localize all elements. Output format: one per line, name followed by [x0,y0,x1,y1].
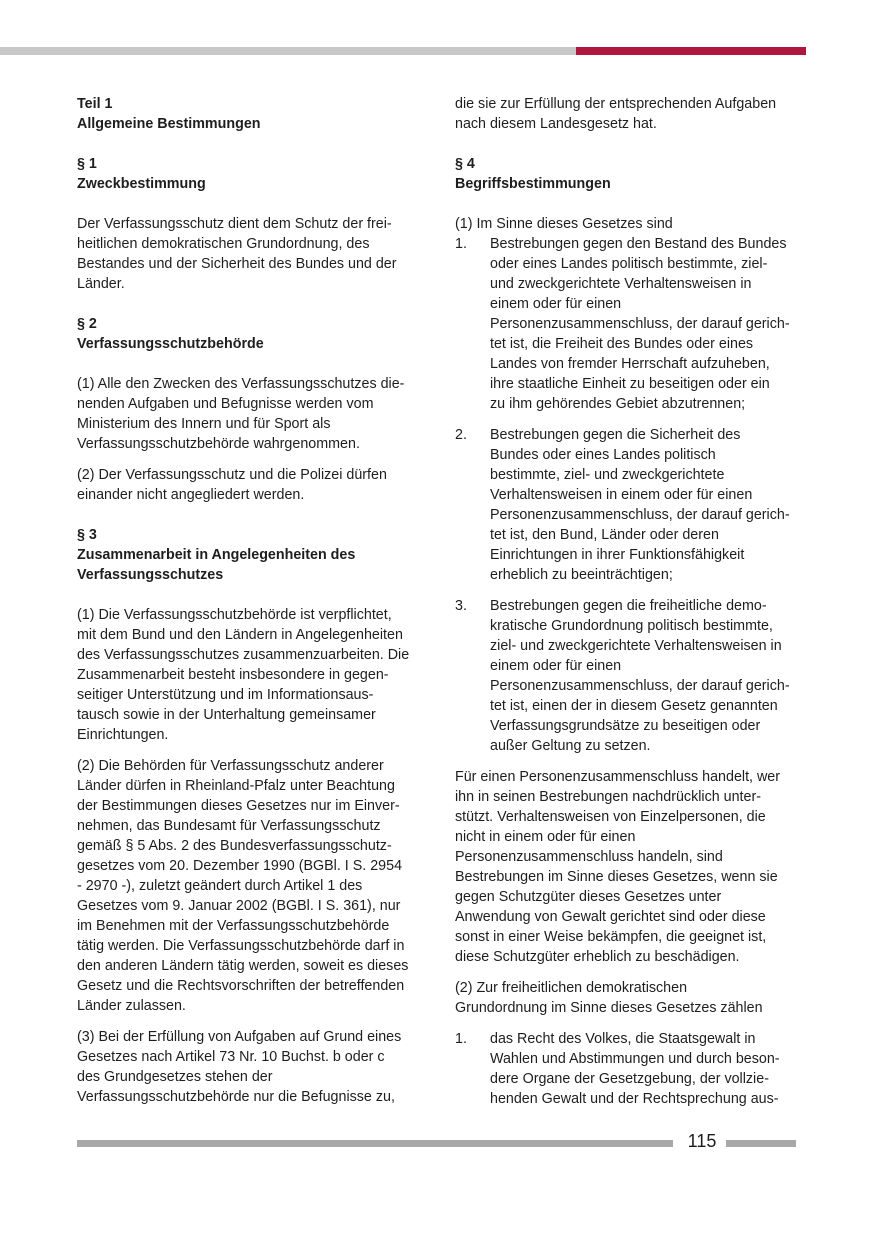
text-line: bestimmte, ziel- und zweckgerichtete [490,467,725,483]
list-item [455,1029,805,1109]
text-line: Personenzusammenschluss handeln, sind [455,849,723,865]
text-line: (2) Zur freiheitlichen demokratischen [455,980,688,996]
text-line: nehmen, das Bundesamt für Verfassungsschutz [77,818,381,834]
text-line: Landes von fremder Herrschaft aufzuheben, [490,356,770,372]
text-line: Zusammenarbeit besteht insbesondere in gegen- [77,667,389,683]
text-line: erheblich zu beeinträchtigen; [490,567,673,583]
text-line: Anwendung von Gewalt gerichtet sind oder diese [455,909,766,925]
text-line: Wahlen und Abstimmungen und durch beson- [490,1051,780,1067]
left-column [77,94,425,1118]
list-number: 1. [455,236,467,252]
text-line: den anderen Ländern tätig werden, soweit es dieses [77,958,409,974]
list-item [455,596,805,756]
text-line: Bundes oder eines Landes politisch [490,447,716,463]
text-line: mit dem Bund und den Ländern in Angelegenheiten [77,627,403,643]
list-number: 3. [455,598,467,614]
section-3-paragraph-2 [77,756,425,1016]
text-line: Grundordnung im Sinne dieses Gesetzes zählen [455,1000,763,1016]
text-line: tet ist, einen der in diesem Gesetz genannten [490,698,778,714]
text-line: - 2970 -), zuletzt geändert durch Artikel 1 des [77,878,363,894]
text-line: (1) Alle den Zwecken des Verfassungsschutzes die- [77,376,405,392]
section-4-title: Begriffsbestimmungen [455,176,611,192]
text-line: Gesetz und die Rechtsvorschriften der betreffenden [77,978,405,994]
text-line: stützt. Verhaltensweisen von Einzelpersonen, die [455,809,766,825]
section-4-paragraph [455,767,805,967]
text-line: nenden Aufgaben und Befugnisse werden vom [77,396,374,412]
text-line: tet ist, die Freiheit des Bundes oder eines [490,336,754,352]
text-line: ihre staatliche Einheit zu beseitigen oder ein [490,376,770,392]
text-line: Bestandes und der Sicherheit des Bundes und der [77,256,397,272]
list-item [455,425,805,585]
text-line: Personenzusammenschluss, der darauf gerich- [490,678,790,694]
text-line: (2) Der Verfassungsschutz und die Polizei dürfen [77,467,387,483]
text-line: zu ihm gehörendes Gebiet abzutrennen; [490,396,746,412]
text-line: Einrichtungen. [77,727,169,743]
section-1-title: Zweckbestimmung [77,176,206,192]
text-line: henden Gewalt und der Rechtsprechung aus- [490,1091,779,1107]
section-2-paragraph-2 [77,465,425,505]
text-line: (1) Die Verfassungsschutzbehörde ist verpflichtet, [77,607,392,623]
text-line: das Recht des Volkes, die Staatsgewalt in [490,1031,756,1047]
section-4-intro: (1) Im Sinne dieses Gesetzes sind [455,216,673,232]
text-line: Verfassungsschutzbehörde nur die Befugnisse zu, [77,1089,395,1105]
text-line: Bestrebungen gegen den Bestand des Bundes [490,236,787,252]
text-line: tet ist, den Bund, Länder oder deren [490,527,719,543]
text-line: kratische Grundordnung politisch bestimmte, [490,618,773,634]
part-label: Teil 1 [77,96,113,112]
text-line: außer Geltung zu setzen. [490,738,651,754]
text-line: Einrichtungen in ihrer Funktionsfähigkeit [490,547,745,563]
section-3-paragraph-3 [77,1027,425,1107]
page-number: 115 [687,1131,717,1151]
text-line: tätig werden. Die Verfassungsschutzbehörde darf in [77,938,405,954]
text-line: seitiger Unterstützung und im Informationsaus- [77,687,374,703]
text-line: Für einen Personenzusammenschluss handelt, wer [455,769,781,785]
list-number: 1. [455,1031,467,1047]
text-line: die sie zur Erfüllung der entsprechenden Aufgaben [455,96,777,112]
section-3-number: § 3 [77,527,97,543]
text-line: im Benehmen mit der Verfassungsschutzbehörde [77,918,390,934]
text-line: Bestrebungen gegen die Sicherheit des [490,427,741,443]
text-line: der Bestimmungen dieses Gesetzes nur im Einver- [77,798,400,814]
section-3-title-line-1: Zusammenarbeit in Angelegenheiten des [77,547,356,563]
text-line: und zweckgerichtete Verhaltensweisen in [490,276,752,292]
text-line: Bestrebungen gegen die freiheitliche demo- [490,598,767,614]
text-line: tausch sowie in der Unterhaltung gemeinsamer [77,707,376,723]
right-column [455,94,805,1109]
text-line: oder eines Landes politisch bestimmte, ziel- [490,256,768,272]
text-line: Personenzusammenschluss, der darauf gerich- [490,507,790,523]
section-2-number: § 2 [77,316,97,332]
text-line: ziel- und zweckgerichtete Verhaltensweisen in [490,638,782,654]
header-rule-accent [576,47,806,55]
text-line: gesetzes vom 20. Dezember 1990 (BGBl. I S. 2954 [77,858,403,874]
text-line: einem oder für einen [490,296,622,312]
text-line: (2) Die Behörden für Verfassungsschutz anderer [77,758,384,774]
section-4-number: § 4 [455,156,475,172]
text-line: diese Schutzgüter erheblich zu beschädigen. [455,949,740,965]
text-line: gemäß § 5 Abs. 2 des Bundesverfassungsschutz- [77,838,392,854]
text-line: (3) Bei der Erfüllung von Aufgaben auf Grund eines [77,1029,402,1045]
section-1-text [77,214,425,294]
text-line: Bestrebungen im Sinne dieses Gesetzes, wenn sie [455,869,778,885]
text-line: nicht in einem oder für einen [455,829,636,845]
part-title: Allgemeine Bestimmungen [77,116,261,132]
text-line: Länder. [77,276,125,292]
section-2-title: Verfassungsschutzbehörde [77,336,264,352]
text-line: ihn in seinen Bestrebungen nachdrücklich unter- [455,789,761,805]
text-line: dere Organe der Gesetzgebung, der vollzie- [490,1071,769,1087]
section-2-paragraph-1 [77,374,425,454]
continued-paragraph [455,94,805,134]
section-1-number: § 1 [77,156,97,172]
text-line: Verhaltensweisen in einem oder für einen [490,487,753,503]
text-line: heitlichen demokratischen Grundordnung, des [77,236,370,252]
text-line: sonst in einer Weise bekämpfen, die geeignet ist, [455,929,767,945]
text-line: einander nicht angegliedert werden. [77,487,305,503]
text-line: des Verfassungsschutzes zusammenzuarbeiten. Die [77,647,410,663]
section-3-title-line-2: Verfassungsschutzes [77,567,224,583]
text-line: des Grundgesetzes stehen der [77,1069,273,1085]
text-line: Personenzusammenschluss, der darauf gerich- [490,316,790,332]
text-line: nach diesem Landesgesetz hat. [455,116,657,132]
footer-rule-right [726,1140,796,1147]
text-line: Länder zulassen. [77,998,186,1014]
text-line: Der Verfassungsschutz dient dem Schutz der frei- [77,216,392,232]
text-line: Verfassungsschutzbehörde wahrgenommen. [77,436,360,452]
text-line: Verfassungsgrundsätze zu beseitigen oder [490,718,761,734]
text-line: Gesetzes nach Artikel 73 Nr. 10 Buchst. b oder c [77,1049,385,1065]
section-3-paragraph-1 [77,605,425,745]
list-number: 2. [455,427,467,443]
text-line: einem oder für einen [490,658,622,674]
text-line: Länder dürfen in Rheinland-Pfalz unter Beachtung [77,778,395,794]
text-line: Gesetzes vom 9. Januar 2002 (BGBl. I S. 361), nur [77,898,401,914]
header-rule-gray [0,47,576,55]
section-4-paragraph-2 [455,978,805,1018]
text-line: Ministerium des Innern und für Sport als [77,416,331,432]
list-item [455,234,805,414]
footer-rule-left [77,1140,673,1147]
text-line: gegen Schutzgüter dieses Gesetzes unter [455,889,722,905]
